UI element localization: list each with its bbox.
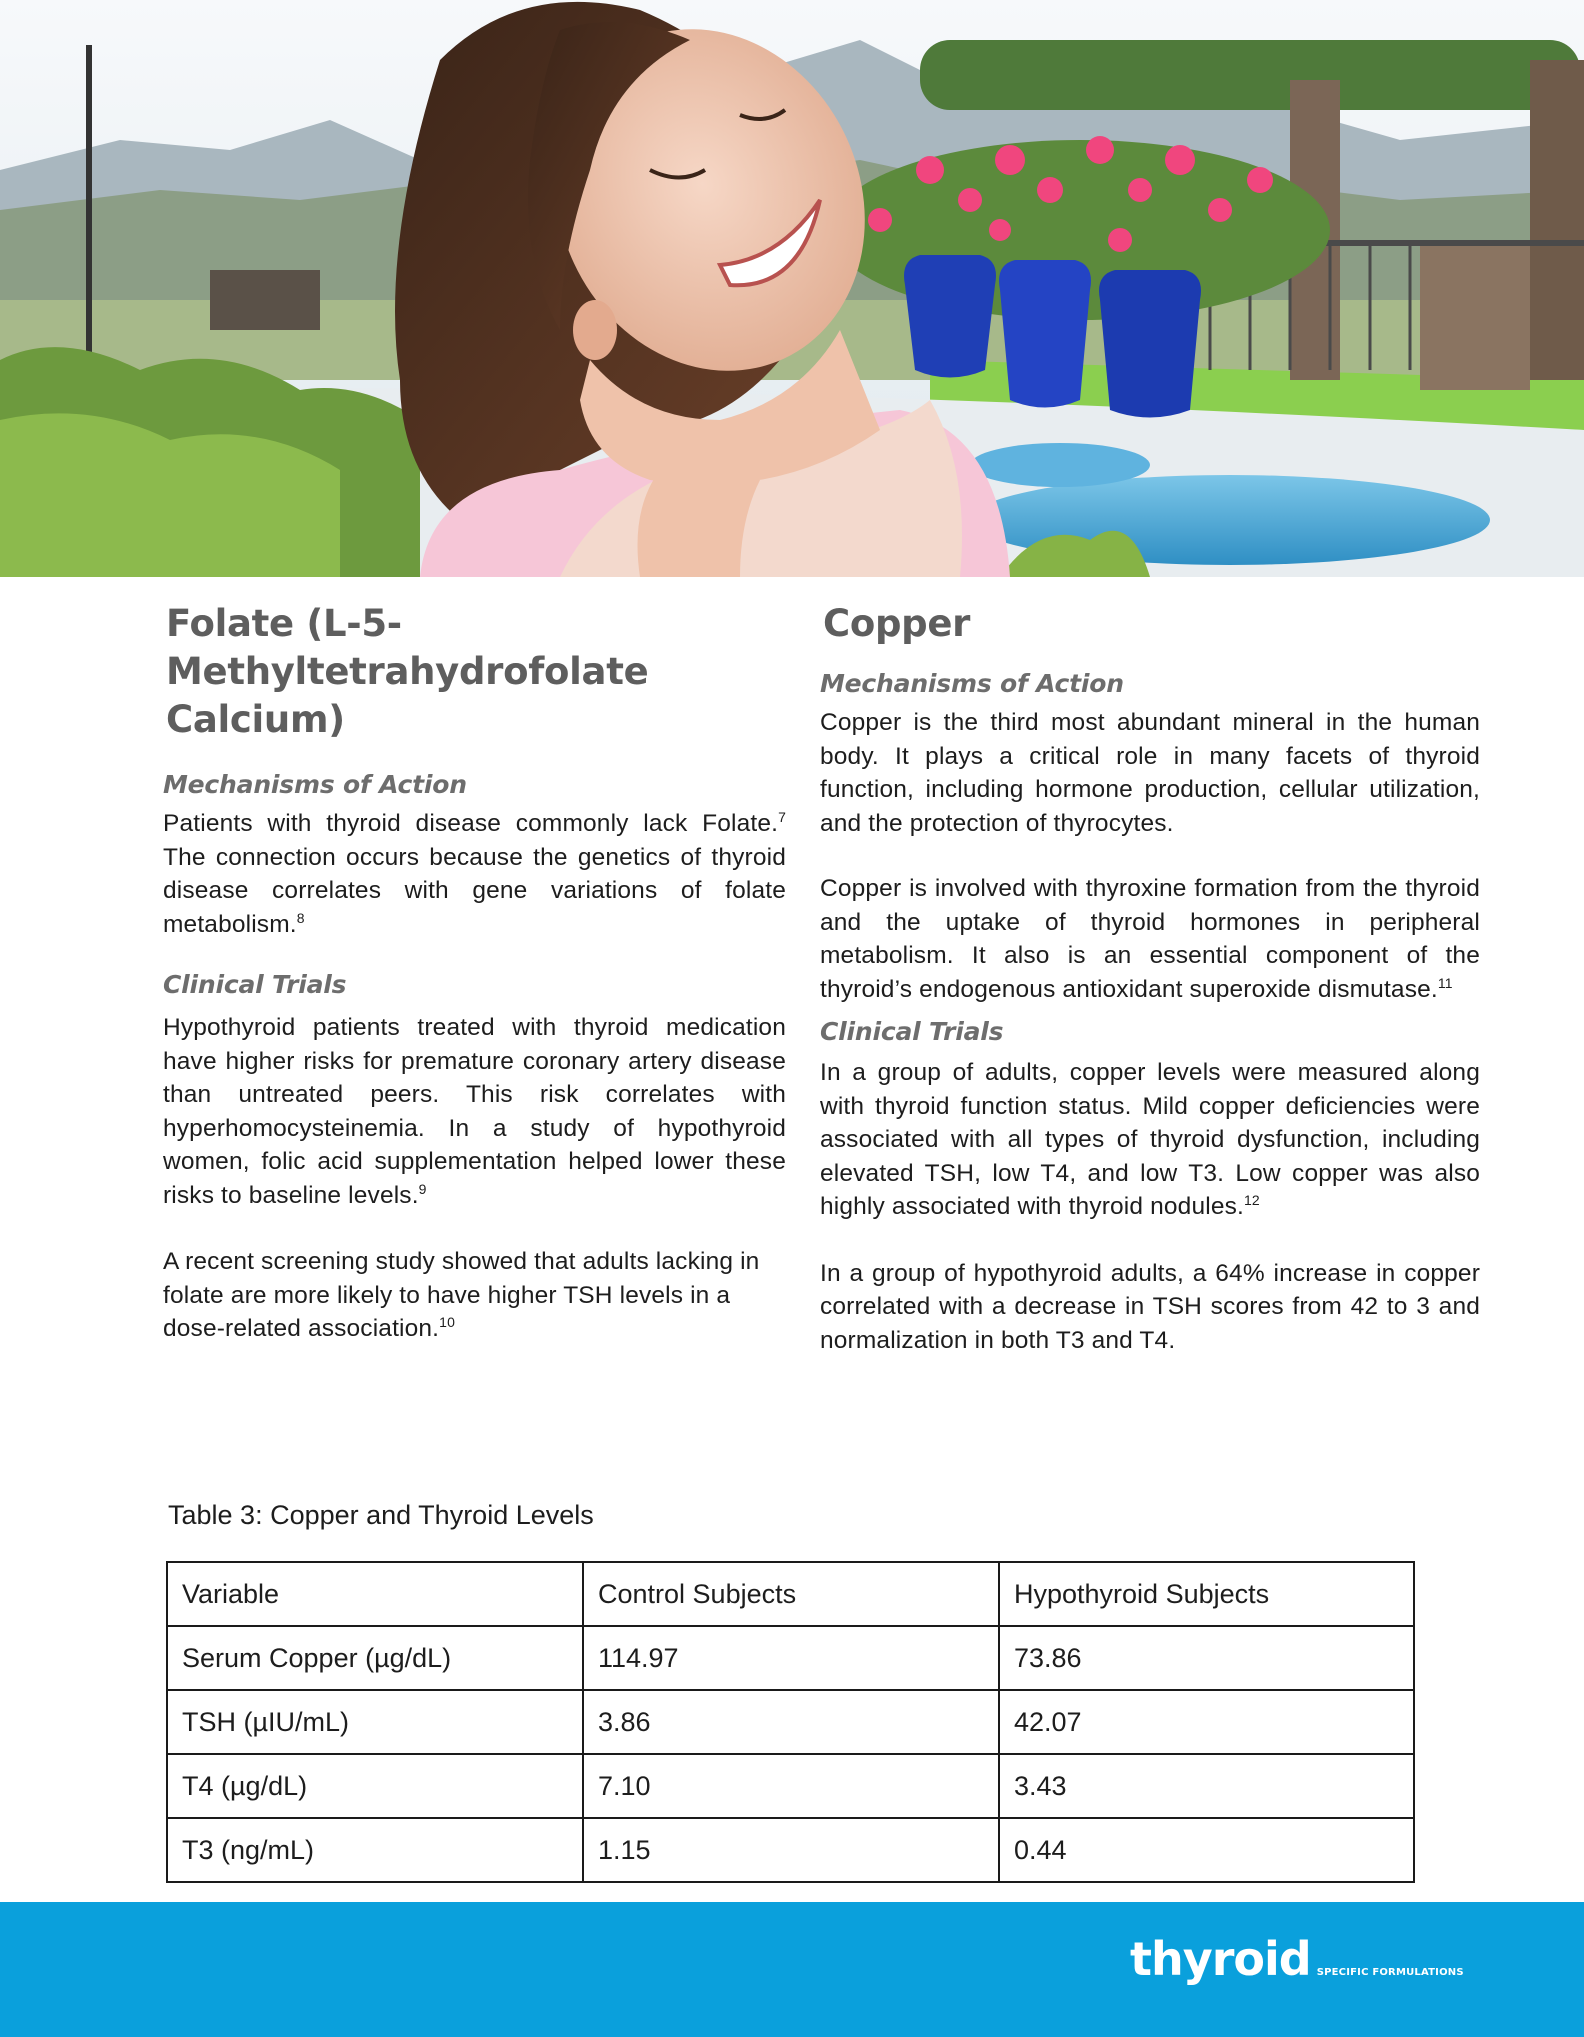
copper-thyroid-table (166, 1561, 1415, 1883)
table-cell: T3 (ng/mL) (167, 1818, 583, 1882)
table-cell: 3.86 (583, 1690, 999, 1754)
footer-bar (0, 1902, 1584, 2037)
table-cell: 1.15 (583, 1818, 999, 1882)
table-cell: TSH (µIU/mL) (167, 1690, 583, 1754)
table-header-cell: Variable (167, 1562, 583, 1626)
folate-title: Folate (L-5-Methyltetrahydrofolate Calcium) (166, 602, 649, 741)
copper-trials-heading: Clinical Trials (820, 1017, 1004, 1046)
folate-mechanisms-heading: Mechanisms of Action (163, 770, 467, 799)
copper-mechanisms-text: Copper is the third most abundant mineral in the human body. It plays a critical role in many facets of thyroid function, including hormone production, cellular utilization, and the protection of thyrocytes. (820, 709, 1480, 837)
hero-illustration (0, 0, 1584, 577)
brand-logo (1130, 1932, 1464, 1986)
folate-trials-heading: Clinical Trials (163, 970, 347, 999)
folate-column (163, 600, 786, 1346)
brand-wordmark: thyroid (1130, 1932, 1311, 1986)
footnote-ref: 10 (439, 1313, 456, 1330)
footnote-ref: 9 (418, 1180, 427, 1197)
table-cell: 42.07 (999, 1690, 1414, 1754)
table-header-row (167, 1562, 1414, 1626)
table-cell: 73.86 (999, 1626, 1414, 1690)
footnote-ref: 11 (1437, 974, 1453, 991)
table-row (167, 1754, 1414, 1818)
copper-title: Copper (823, 602, 971, 645)
table-row (167, 1690, 1414, 1754)
hero-photo (0, 0, 1584, 577)
copper-hypothyroid-text: In a group of hypothyroid adults, a 64% increase in copper correlated with a decrease in TSH scores from 42 to 3 and normalization in both T3 and T4. (820, 1259, 1480, 1354)
footnote-ref: 7 (778, 808, 786, 825)
table-cell: Serum Copper (µg/dL) (167, 1626, 583, 1690)
copper-mechanisms-heading: Mechanisms of Action (820, 669, 1124, 698)
table-cell: 0.44 (999, 1818, 1414, 1882)
table-header-cell: Control Subjects (583, 1562, 999, 1626)
table-cell: T4 (µg/dL) (167, 1754, 583, 1818)
folate-mechanisms-text: Patients with thyroid disease commonly lack Folate.$^7$ The connection occurs because the genetics of thyroid disease correlates with gene variations of folate metabolism.$^8$ (163, 808, 786, 938)
table-cell: 3.43 (999, 1754, 1414, 1818)
table-cell: 7.10 (583, 1754, 999, 1818)
table-row (167, 1818, 1414, 1882)
folate-screening-text: A recent screening study showed that adults lacking in folate are more likely to have higher TSH levels in a dose-related association.$^{10}$ (163, 1248, 760, 1342)
footnote-ref: 12 (1243, 1191, 1260, 1208)
copper-thyroxine-text: Copper is involved with thyroxine formation from the thyroid and the uptake of thyroid hormones in peripheral metabolism. It also is an essential component of the thyroid’s endogenous antioxidant superoxide dismutase.$^{11}$ (820, 875, 1480, 1003)
table-cell: 114.97 (583, 1626, 999, 1690)
brand-tagline: SPECIFIC FORMULATIONS (1316, 1967, 1464, 1978)
footnote-ref: 8 (296, 909, 305, 926)
table-header-cell: Hypothyroid Subjects (999, 1562, 1414, 1626)
table-caption: Table 3: Copper and Thyroid Levels (168, 1500, 594, 1530)
table-row (167, 1626, 1414, 1690)
copper-trials-text: In a group of adults, copper levels were measured along with thyroid function status. Mild copper deficiencies were associated with all types of thyroid dysfunction, including elevated TSH, low T4, and low T3. Low copper was also highly associated with thyroid nodules.$^{12}$ (820, 1059, 1480, 1220)
folate-trials-text: Hypothyroid patients treated with thyroid medication have higher risks for premature coronary artery disease than untreated peers. This risk correlates with hyperhomocysteinemia. In a study of hypothyroid women, folic acid supplementation helped lower these risks to baseline levels.$^9$ (163, 1014, 786, 1209)
copper-column (820, 600, 1480, 1357)
